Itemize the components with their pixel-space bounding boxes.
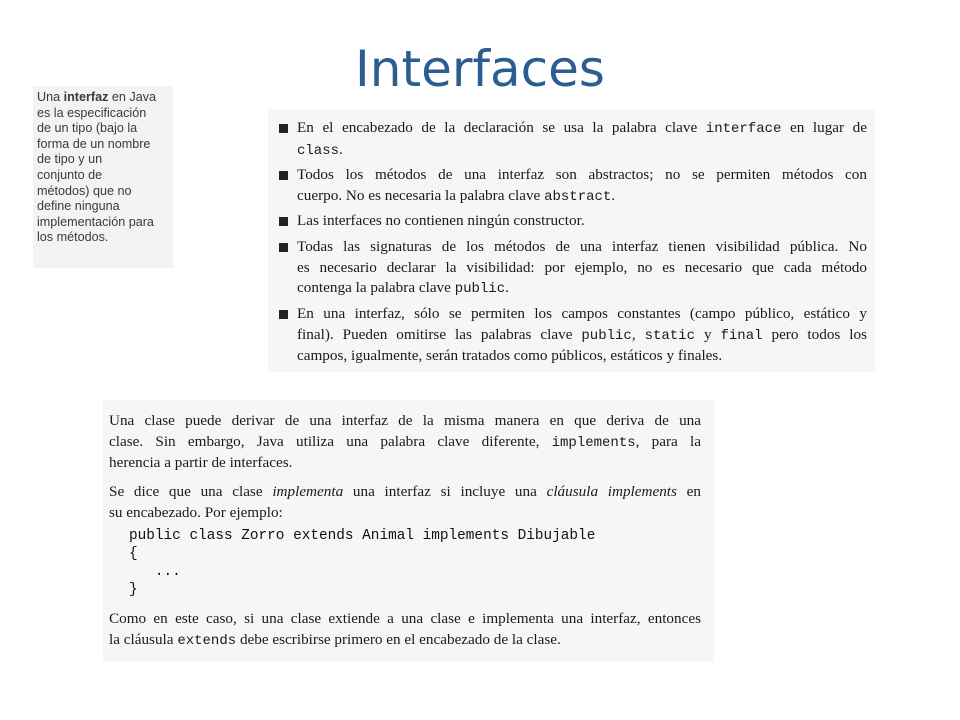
code-line: public class Zorro extends Animal implements Dibujable — [129, 528, 596, 544]
paragraph-implements-clause: Se dice que una clase implementa una interfaz si incluye una cláusula implements en su encabezado. Por ejemplo: — [109, 483, 702, 521]
sidenote-line: de un tipo (bajo la — [37, 121, 138, 136]
code-example — [129, 527, 595, 599]
paragraph-extends-order: Como en este caso, si una clase extiende a una clase e implementa una interfaz, entonces la cláusula extends debe escribirse primero en el encabezado de la clase. — [109, 610, 701, 649]
code-line: { — [129, 546, 138, 562]
square-bullet-icon — [279, 243, 288, 252]
sidenote-line: los métodos. — [37, 230, 109, 245]
page-title: Interfaces — [355, 40, 605, 98]
rule-text: Todos los métodos de una interfaz son abstractos; no se permiten métodos con cuerpo. No es necesaria la palabra clave abstract. — [297, 166, 867, 205]
rule-text: Todas las signaturas de los métodos de una interfaz tienen visibilidad pública. No es necesario declarar la visibilidad: por ejemplo, no es necesario que cada método contenga la palabra clave public. — [297, 238, 867, 298]
sidenote-line: conjunto de — [37, 167, 103, 182]
interface-rules-panel — [268, 110, 875, 372]
implements-explanation-panel — [103, 400, 714, 662]
square-bullet-icon — [279, 217, 288, 226]
square-bullet-icon — [279, 171, 288, 180]
sidenote-line: es la especificación — [37, 105, 147, 120]
square-bullet-icon — [279, 310, 288, 319]
rule-text: Las interfaces no contienen ningún constructor. — [297, 212, 585, 229]
sidenote-line: implementación para — [37, 214, 154, 229]
rule-text: En una interfaz, sólo se permiten los campos constantes (campo público, estático y final). Pueden omitirse las palabras clave public, static y final pero todos los campos, igualmente, serán tratados como públicos, estáticos y finales. — [297, 305, 867, 365]
sidenote-line: de tipo y un — [37, 152, 103, 167]
code-line: } — [129, 582, 138, 598]
rule-text: En el encabezado de la declaración se usa la palabra clave interface en lugar de class. — [297, 119, 868, 159]
sidenote-definition — [33, 86, 173, 268]
paragraph-implements: Una clase puede derivar de una interfaz de la misma manera en que deriva de una clase. Sin embargo, Java utiliza una palabra clave diferente, implements, para la herencia a partir de interfaces. — [109, 412, 702, 472]
sidenote-line: forma de un nombre — [37, 136, 151, 151]
sidenote-line: métodos) que no — [37, 183, 132, 198]
sidenote-line: define ninguna — [37, 199, 120, 214]
code-line: ... — [129, 564, 181, 580]
sidenote-line: Una interfaz en Java — [37, 90, 157, 104]
square-bullet-icon — [279, 124, 288, 133]
